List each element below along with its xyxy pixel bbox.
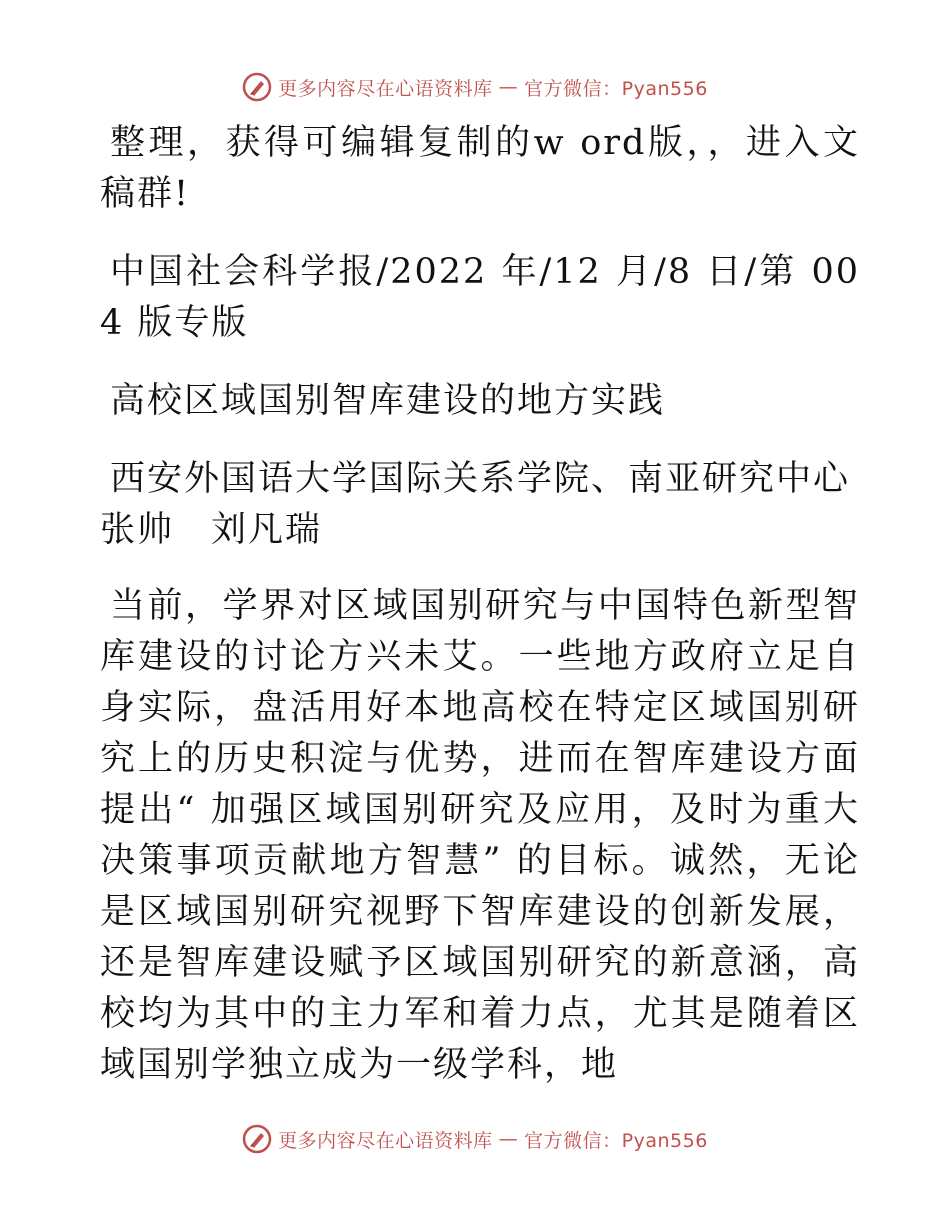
- body-paragraph: [100, 581, 860, 1091]
- source-line: [100, 247, 860, 349]
- document-body: [100, 118, 860, 1118]
- source-text: 中国社会科学报/2022 年/12 月/8 日/第 004 版专版: [100, 252, 860, 343]
- article-title-text: 高校区域国别智库建设的地方实践: [110, 381, 666, 421]
- byline: [100, 454, 860, 556]
- watermark-top: [0, 72, 950, 102]
- authors-text: 张帅 刘凡瑞: [100, 510, 323, 550]
- watermark-separator: —: [498, 1128, 519, 1150]
- affiliation-text: 西安外国语大学国际关系学院、南亚研究中心: [110, 459, 851, 499]
- body-text: 当前，学界对区域国别研究与中国特色新型智库建设的讨论方兴未艾。一些地方政府立足自身实际，盘活用好本地高校在特定区域国别研究上的历史积淀与优势，进而在智库建设方面提出“ 加强区域国别研究及应用，及时为重大决策事项贡献地方智慧” 的目标。诚然，无论是区域国别研究视野下智库建设的创新发展，还是智库建设赋予区域国别研究的新意涵，高校均为其中的主力军和着力点，尤其是随着区域国别学独立成为一级学科，地: [100, 586, 860, 1085]
- article-title: [100, 376, 860, 427]
- watermark-separator: —: [498, 76, 519, 98]
- watermark-text: 更多内容尽在心语资料库: [278, 1129, 493, 1152]
- watermark-text: 更多内容尽在心语资料库: [278, 77, 493, 100]
- intro-paragraph: [100, 118, 860, 220]
- watermark-suffix: 官方微信：Pyan556: [524, 1129, 708, 1152]
- pen-logo-icon: [242, 72, 272, 102]
- intro-text: 整理，获得可编辑复制的w ord版，，进入文稿群!: [100, 123, 860, 214]
- watermark-suffix: 官方微信：Pyan556: [524, 77, 708, 100]
- watermark-bottom: [0, 1124, 950, 1154]
- pen-logo-icon: [242, 1124, 272, 1154]
